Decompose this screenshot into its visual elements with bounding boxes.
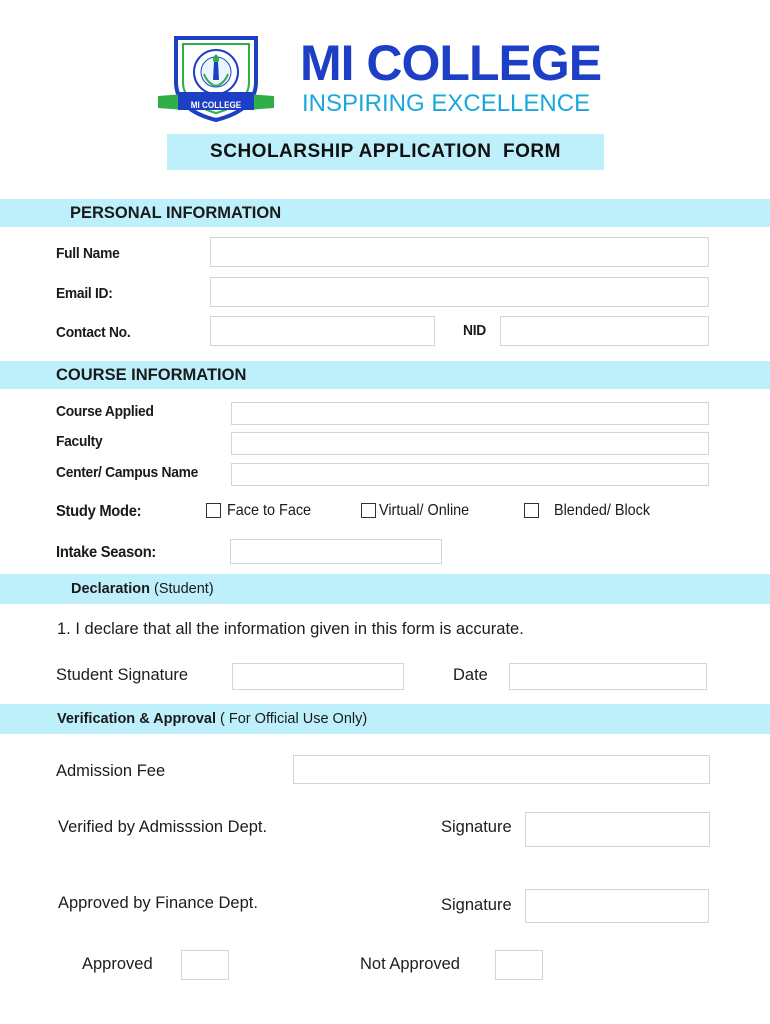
approved-checkbox[interactable]	[181, 950, 229, 980]
course-section-heading: COURSE INFORMATION	[56, 366, 247, 384]
email-label: Email ID:	[56, 285, 113, 302]
course-applied-label: Course Applied	[56, 403, 154, 420]
blended-block-checkbox[interactable]	[524, 503, 539, 518]
course-applied-field[interactable]	[231, 402, 709, 425]
full-name-label: Full Name	[56, 245, 120, 262]
email-field[interactable]	[210, 277, 709, 307]
face-to-face-label: Face to Face	[227, 502, 312, 519]
contact-field[interactable]	[210, 316, 435, 346]
contact-label: Contact No.	[56, 324, 131, 341]
study-mode-label: Study Mode:	[56, 503, 142, 520]
declaration-heading-bold: Declaration	[71, 581, 150, 597]
center-label: Center/ Campus Name	[56, 464, 199, 481]
faculty-field[interactable]	[231, 432, 709, 455]
admission-fee-field[interactable]	[293, 755, 710, 784]
verification-heading-note: ( For Official Use Only)	[220, 711, 368, 727]
date-field[interactable]	[509, 663, 707, 690]
approved-check-label: Approved	[82, 955, 153, 973]
approved-by-label: Approved by Finance Dept.	[58, 894, 258, 912]
face-to-face-checkbox[interactable]	[206, 503, 221, 518]
verified-signature-label: Signature	[441, 818, 512, 836]
full-name-field[interactable]	[210, 237, 709, 267]
college-name: MI COLLEGE	[300, 35, 602, 91]
approved-signature-field[interactable]	[525, 889, 709, 923]
approved-signature-label: Signature	[441, 896, 512, 914]
not-approved-checkbox[interactable]	[495, 950, 543, 980]
verified-signature-field[interactable]	[525, 812, 710, 847]
not-approved-check-label: Not Approved	[360, 955, 460, 973]
verification-heading-bold: Verification & Approval	[57, 711, 216, 727]
intake-season-label: Intake Season:	[56, 544, 157, 561]
student-signature-label: Student Signature	[56, 666, 189, 684]
admission-fee-label: Admission Fee	[56, 762, 166, 780]
center-field[interactable]	[231, 463, 709, 486]
verification-heading	[57, 711, 367, 727]
form-title: SCHOLARSHIP APPLICATION FORM	[210, 141, 561, 162]
date-label: Date	[453, 666, 488, 684]
virtual-online-checkbox[interactable]	[361, 503, 376, 518]
virtual-online-label: Virtual/ Online	[379, 502, 470, 519]
declaration-heading	[71, 581, 214, 597]
nid-label: NID	[463, 322, 486, 339]
faculty-label: Faculty	[56, 433, 103, 450]
college-logo	[156, 32, 276, 124]
intake-season-field[interactable]	[230, 539, 442, 564]
declaration-statement: 1. I declare that all the information given in this form is accurate.	[57, 620, 524, 638]
college-tagline: INSPIRING EXCELLENCE	[302, 90, 591, 117]
nid-field[interactable]	[500, 316, 709, 346]
verified-by-label: Verified by Admisssion Dept.	[58, 818, 268, 836]
student-signature-field[interactable]	[232, 663, 404, 690]
declaration-heading-note: (Student)	[154, 581, 214, 597]
blended-block-label: Blended/ Block	[554, 502, 651, 519]
personal-section-heading: PERSONAL INFORMATION	[70, 204, 282, 222]
logo-ribbon-text: MI COLLEGE	[190, 100, 242, 110]
